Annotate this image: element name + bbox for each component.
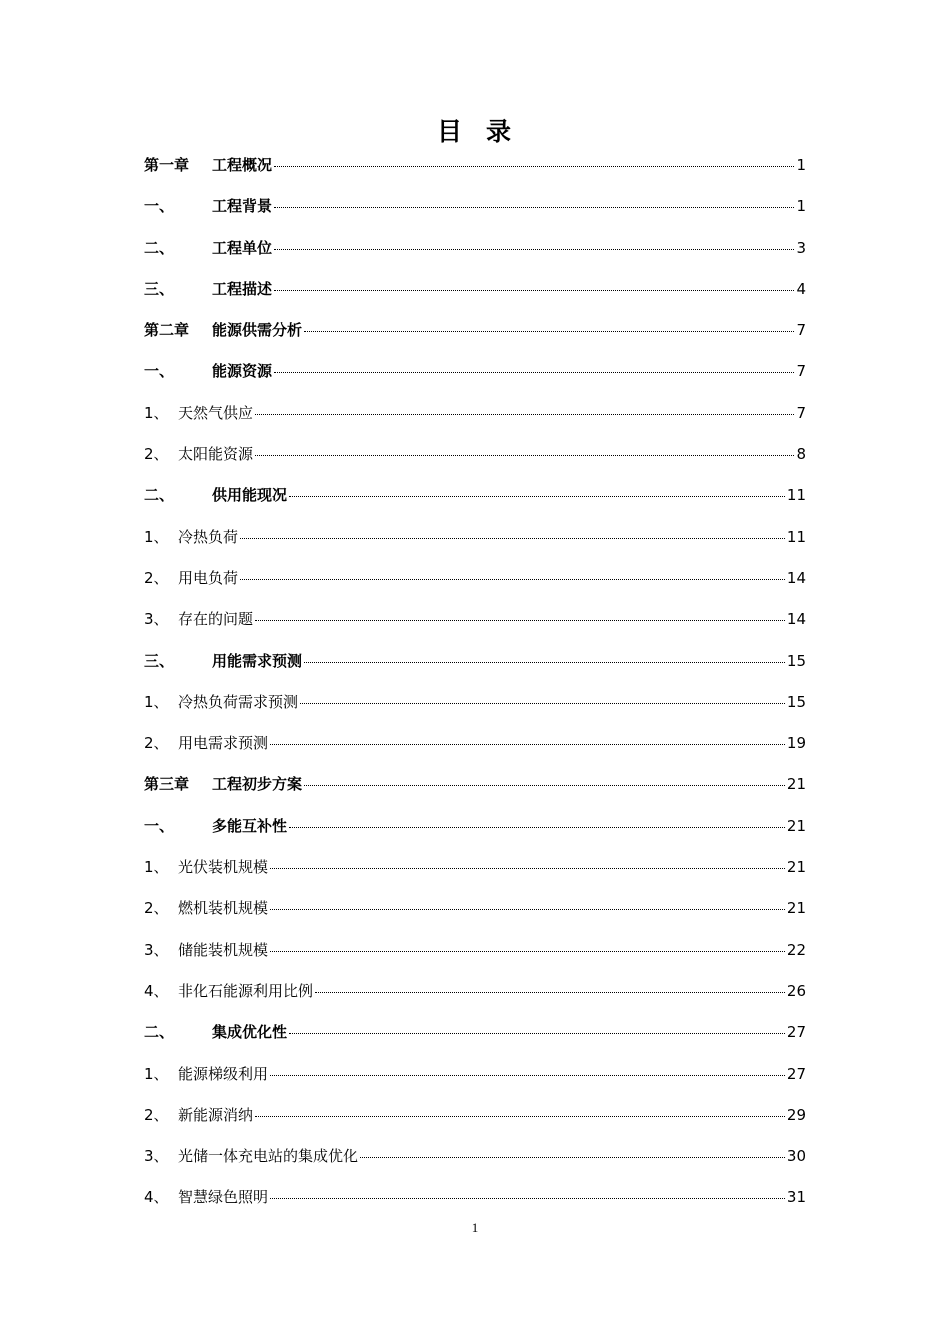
toc-entry-number: 第三章: [144, 775, 190, 794]
toc-entry-number: 第二章: [144, 321, 190, 340]
toc-leader-dots: [360, 1157, 785, 1158]
toc-entry-page: 1: [796, 197, 806, 216]
toc-entry-page: 15: [786, 651, 806, 670]
toc-leader-dots: [270, 744, 785, 745]
toc-entry-number: 3、: [144, 940, 169, 959]
toc-entry-number: 1、: [144, 1064, 169, 1083]
toc-leader-dots: [289, 496, 785, 497]
toc-entry-page: 21: [786, 775, 806, 794]
toc-entry-label: 非化石能源利用比例: [178, 981, 314, 1000]
toc-entry-number: 2、: [144, 1105, 169, 1124]
toc-leader-dots: [270, 868, 785, 869]
toc-entry-number: 4、: [144, 1188, 169, 1207]
toc-leader-dots: [240, 538, 785, 539]
toc-entry-label: 燃机装机规模: [178, 899, 269, 918]
toc-entry-page: 27: [786, 1064, 806, 1083]
toc-entry-label: 工程单位: [212, 238, 273, 257]
toc-entry-page: 14: [786, 610, 806, 629]
toc-entry-number: 第一章: [144, 156, 190, 174]
toc-entry-page: 19: [786, 734, 806, 753]
toc-entry[interactable]: [144, 815, 806, 856]
toc-entry-label: 工程描述: [212, 279, 273, 298]
toc-leader-dots: [274, 372, 794, 373]
toc-entry-label: 工程背景: [212, 197, 273, 216]
toc-entry-page: 21: [786, 899, 806, 918]
toc-entry-number: 1、: [144, 403, 169, 422]
toc-entry[interactable]: [144, 1104, 806, 1145]
toc-entry-number: 1、: [144, 692, 169, 711]
toc-entry-label: 太阳能资源: [178, 445, 254, 464]
toc-entry-label: 供用能现况: [212, 486, 288, 505]
toc-leader-dots: [274, 207, 794, 208]
toc-entry-label: 用电需求预测: [178, 734, 269, 753]
title-char-1: 目: [436, 117, 464, 146]
toc-entry-number: 二、: [144, 238, 175, 257]
toc-entry-page: 29: [786, 1105, 806, 1124]
toc-entry[interactable]: [144, 939, 806, 980]
toc-entry-label: 集成优化性: [212, 1023, 288, 1042]
toc-entry-number: 一、: [144, 362, 175, 381]
toc-entry-label: 用电负荷: [178, 568, 239, 587]
toc-entry[interactable]: [144, 237, 806, 278]
toc-leader-dots: [255, 414, 794, 415]
toc-entry-number: 2、: [144, 734, 169, 753]
toc-entry[interactable]: [144, 402, 806, 443]
toc-entry-number: 二、: [144, 1023, 175, 1042]
toc-entry-page: 26: [786, 981, 806, 1000]
toc-entry-number: 1、: [144, 858, 169, 877]
toc-entry-page: 15: [786, 692, 806, 711]
toc-entry-page: 7: [796, 362, 806, 381]
toc-entry-label: 光伏装机规模: [178, 858, 269, 877]
toc-entry[interactable]: [144, 360, 806, 401]
toc-entry-label: 能源资源: [212, 362, 273, 381]
toc-leader-dots: [270, 909, 785, 910]
toc-entry[interactable]: [144, 773, 806, 814]
toc-entry[interactable]: [144, 650, 806, 691]
toc-entry-page: 8: [796, 445, 806, 464]
toc-entry-page: 4: [796, 279, 806, 298]
toc-leader-dots: [240, 579, 785, 580]
toc-entry[interactable]: [144, 856, 806, 897]
toc-leader-dots: [289, 827, 785, 828]
toc-entry-page: 21: [786, 858, 806, 877]
toc-entry[interactable]: [144, 319, 806, 360]
toc-entry[interactable]: [144, 154, 806, 195]
toc-entry[interactable]: [144, 195, 806, 236]
toc-entry-number: 一、: [144, 197, 175, 216]
toc-entry-number: 3、: [144, 610, 169, 629]
toc-entry-page: 11: [786, 527, 806, 546]
toc-entry-number: 2、: [144, 568, 169, 587]
toc-entry[interactable]: [144, 443, 806, 484]
title-char-2: 录: [486, 117, 514, 146]
toc-entry[interactable]: [144, 1145, 806, 1186]
toc-leader-dots: [255, 620, 785, 621]
toc-entry[interactable]: [144, 1063, 806, 1104]
toc-entry[interactable]: [144, 732, 806, 773]
toc-entry-page: 30: [786, 1147, 806, 1166]
toc-leader-dots: [315, 992, 785, 993]
toc-entry-label: 能源供需分析: [212, 321, 303, 340]
toc-entry-number: 1、: [144, 527, 169, 546]
toc-entry[interactable]: [144, 980, 806, 1021]
toc-entry-label: 工程概况: [212, 156, 273, 174]
toc-entry-page: 14: [786, 568, 806, 587]
toc-leader-dots: [274, 166, 794, 167]
toc-entry-page: 11: [786, 486, 806, 505]
toc-leader-dots: [270, 1075, 785, 1076]
toc-entry-page: 22: [786, 940, 806, 959]
toc-entry-label: 能源梯级利用: [178, 1064, 269, 1083]
toc-entry-label: 用能需求预测: [212, 651, 303, 670]
toc-leader-dots: [274, 290, 794, 291]
toc-entry[interactable]: [144, 278, 806, 319]
toc-entry[interactable]: [144, 526, 806, 567]
toc-entry[interactable]: [144, 484, 806, 525]
toc-leader-dots: [289, 1033, 785, 1034]
toc-leader-dots: [300, 703, 785, 704]
toc-leader-dots: [304, 785, 785, 786]
toc-entry-label: 存在的问题: [178, 610, 254, 629]
toc-entry[interactable]: [144, 897, 806, 938]
toc-entry-number: 二、: [144, 486, 175, 505]
toc-entry-number: 一、: [144, 816, 175, 835]
toc-entry-label: 冷热负荷: [178, 527, 239, 546]
toc-entry[interactable]: [144, 567, 806, 608]
page-number: 1: [471, 1220, 479, 1235]
toc-entry-label: 工程初步方案: [212, 775, 303, 794]
toc-entry-number: 3、: [144, 1147, 169, 1166]
toc-leader-dots: [274, 249, 794, 250]
toc-entry-page: 7: [796, 403, 806, 422]
toc-entry-page: 31: [786, 1188, 806, 1207]
toc-entry-label: 冷热负荷需求预测: [178, 692, 299, 711]
toc-entry-label: 多能互补性: [212, 816, 288, 835]
toc-entry-page: 3: [796, 238, 806, 257]
toc-entry-page: 7: [796, 321, 806, 340]
toc-entry-number: 2、: [144, 445, 169, 464]
table-of-contents: [144, 154, 806, 1228]
page-title: [0, 112, 950, 148]
toc-entry-label: 天然气供应: [178, 403, 254, 422]
toc-entry-label: 新能源消纳: [178, 1105, 254, 1124]
toc-entry-label: 光储一体充电站的集成优化: [178, 1147, 359, 1166]
toc-leader-dots: [270, 951, 785, 952]
toc-entry-label: 储能装机规模: [178, 940, 269, 959]
toc-entry[interactable]: [144, 608, 806, 649]
toc-leader-dots: [270, 1198, 785, 1199]
toc-entry-number: 2、: [144, 899, 169, 918]
toc-entry-number: 三、: [144, 651, 175, 670]
toc-entry-page: 1: [796, 156, 806, 174]
toc-leader-dots: [304, 662, 785, 663]
toc-entry-number: 4、: [144, 981, 169, 1000]
toc-leader-dots: [255, 455, 794, 456]
toc-entry[interactable]: [144, 1021, 806, 1062]
toc-entry[interactable]: [144, 691, 806, 732]
toc-entry-number: 三、: [144, 279, 175, 298]
toc-leader-dots: [255, 1116, 785, 1117]
toc-entry-label: 智慧绿色照明: [178, 1188, 269, 1207]
toc-entry-page: 21: [786, 816, 806, 835]
toc-entry-page: 27: [786, 1023, 806, 1042]
toc-leader-dots: [304, 331, 794, 332]
